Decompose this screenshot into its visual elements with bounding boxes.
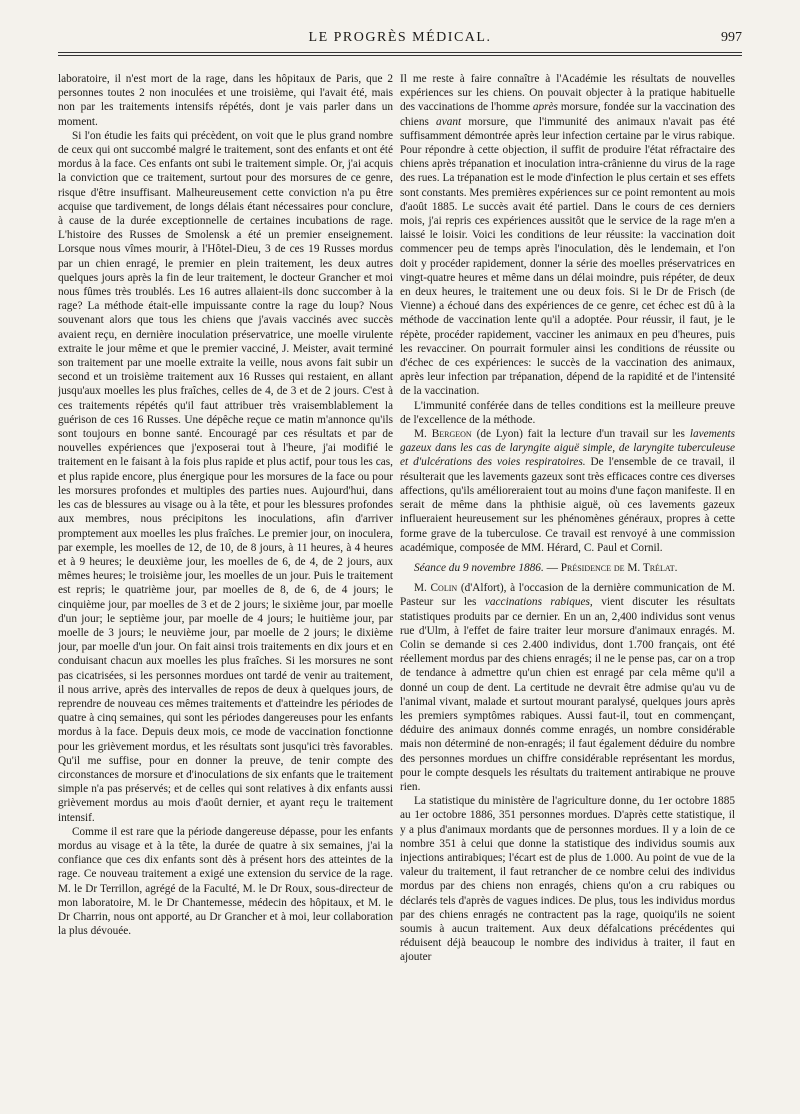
session-date: Séance du 9 novembre 1886. bbox=[414, 561, 544, 574]
running-header bbox=[58, 26, 742, 48]
text-run: morsure, que l'immunité des animaux n'avait pas été suffisamment démontrée après leur infection certaine par le virus rabique. Pour répondre à cette objection, il suffit de produire l'état réfractaire des chiens après trépanation et inoculation intra-crânienne du virus de la rage des rues. La trépanation est le mode d'infection le plus certain et ses effets sont constants. Mes premières expériences sur ce point remontent au mois d'août 1885. Le succès avait été partiel. Dans le cours de ces derniers mois, j'ai repris ces expériences aussitôt que le service de la rage m'en a laissé le loisir. Voici les conditions de leur réussite: la vaccination doit commencer peu de temps après l'inoculation, dès le lendemain, et l'on doit y procéder rapidement, donner la série des moelles préservatrices en vingt-quatre heures et même dans un délai moindre, puis répéter, de deux en deux heures, le traitement une ou deux fois. Si le Dr de Frisch (de Vienne) a échoué dans des expériences de ce genre, cet échec est dû à la méthode de vaccination lente qu'il a adoptée. Pour réussir, il faut, je le répète, procéder rapidement, vacciner les animaux en peu d'heures, puis les revacciner. On pourrait formuler ainsi les conditions de réussite ou d'échec de ces expériences: le succès de la vaccination des animaux, après leur infection par trépanation, dépend de la rapidité et de l'intensité de la vaccination. bbox=[400, 115, 735, 398]
author-name: M. Bergeon bbox=[414, 428, 472, 441]
text-run: De l'ensemble de ce travail, il résulterait que les lavements gazeux sont très efficaces contre ces diverses affections, qu'ils amélioreraient tout au moins d'une façon manifeste. Il en serait de même dans la phthisie aiguë, où ces lavements gazeux influeraient heureusement sur les phénomènes généraux, propres à cette forme grave de la tuberculose. Ce travail est renvoyé à une commission académique, composée de MM. Hérard, C. Paul et Cornil. bbox=[400, 456, 735, 554]
page-number: 997 bbox=[721, 30, 742, 45]
text-run: (d'Alfort), à l'occasion de la dernière communication de M. Pasteur sur les bbox=[400, 582, 735, 609]
emphasis: avant bbox=[436, 115, 462, 128]
paragraph: La statistique du ministère de l'agriculture donne, du 1er octobre 1885 au 1er octobre 1886, 351 personnes mordues. D'après cette statistique, il y a plus d'animaux mordants que de personnes mordues. Il y a loin de ce nombre 351 à celui que donne la statistique des individus soumis aux injections antirabiques; l'écart est de plus de 1.000. Au point de vue de la valeur du traitement, il faut retrancher de ce nombre celui des individus mordus par des chiens non enragés, chiens qu'on a cru rabiques ou déclarés tels d'après de vagues indices. De plus, tous les individus mordus par des chiens enragés ne contractent pas la rage, quoiqu'ils ne soient soumis à aucun traitement. Aux deux défalcations précédentes qui réduisent déjà beaucoup le nombre des individus à traiter, il faut en ajouter bbox=[400, 795, 735, 964]
session-heading bbox=[400, 561, 735, 575]
paragraph: Si l'on étudie les faits qui précèdent, on voit que le plus grand nombre de ceux qui ont succombé malgré le traitement, sont des enfants et ont été mordus à la face. Ces enfants ont subi le traitement simple. Or, j'ai acquis la conviction que ce traitement, surtout pour des morsures de ce genre, risque d'être insuffisant. Malheureusement cette conviction n'a pu être acquise que tardivement, de longs délais étant nécessaires pour conclure, à cause de la durée exceptionnelle de certaines incubations de rage. L'histoire des Russes de Smolensk a été un premier enseignement. Lorsque nous vîmes mourir, à l'Hôtel-Dieu, 3 de ces 19 Russes mordus par un chien enragé, le premier en plein traitement, les deux autres quelques jours après la fin de leur traitement, le docteur Grancher et moi nous fûmes très troublés. Les 16 autres allaient-ils donc succomber à la rage? La méthode était-elle impuissante contre la rage du loup? Nous souvenant alors que tous les chiens que j'avais vaccinés avec succès avaient reçu, en dernière inoculation préservatrice, une moelle virulente extraite le jour même et que le premier vacciné, J. Meister, avait terminé son traitement par une moelle extraite la veille, nous avons fait subir un second et un troisième traitement aux 16 Russes qui restaient, en allant jusqu'aux moelles les plus fraîches, celles de 4, de 3 et de 2 jours. C'est à ces traitements répétés qu'il faut attribuer très vraisemblablement la guérison de ces 16 Russes. Une dépêche reçue ce matin m'annonce qu'ils sont toujours en bonne santé. Encouragé par ces résultats et par de nouvelles expériences que j'exposerai tout à l'heure, j'ai modifié le traitement en le faisant à la fois plus rapide et plus actif, pour tous les cas, et plus rapide encore, plus énergique pour les morsures de la face ou pour les morsures profondes et multiples des parties nues. Aujourd'hui, dans les cas de blessures au visage ou à la tête, et pour les blessures profondes aux membres, nous précipitons les inoculations, afin d'arriver promptement aux moelles les plus fraîches. Le premier jour, on inoculera, par exemple, les moelles de 12, de 10, de 8 jours, à 11 heures, à 4 heures et à 9 heures; le deuxième jour, les moelles de 6, de 4, de 2 jours, aux mêmes heures; le troisième jour, les moelles de un jour. Puis le traitement est repris; le quatrième jour, par moelles de 8, de 6, de 4 jours; le cinquième jour, par moelles de 3 et de 2 jours; le sixième jour, par moelle d'un jour; le septième jour, par moelle de 4 jours; le huitième jour, par moelle de 3 jours; le neuvième jour, par moelle de 2 jours; le dixième jour, par moelle d'un jour. On fait ainsi trois traitements en dix jours et en conduisant chacun aux moelles les plus fraîches. Si les morsures ne sont pas cicatrisées, si les personnes mordues ont tardé de venir au traitement, il nous arrive, après des intervalles de repos de deux à quelques jours, de reprendre de nouveau ces mêmes traitements et d'atteindre les périodes de quatre à cinq semaines, qui sont les périodes dangereuses pour les enfants mordus à la face. Depuis deux mois, ce mode de vaccination fonctionne pour les grièvement mordus, et les résultats sont jusqu'ici très favorables. Qu'il me suffise, pour en donner la preuve, de tenir compte des circonstances de morsure et d'inoculations de six enfants que le traitement simple n'a pas préservés; et de celles qui sont relatives à dix enfants aussi grièvement mordus au mois d'août dernier, et ayant reçu le traitement intensif. bbox=[58, 129, 393, 824]
header-rule-top bbox=[58, 52, 742, 53]
emphasis: après bbox=[532, 101, 558, 114]
session-presidency: — Présidence de M. Trélat. bbox=[546, 561, 678, 574]
paragraph-pasteur-dogs bbox=[400, 72, 735, 399]
right-column bbox=[400, 72, 735, 1090]
paragraph-colin bbox=[400, 581, 735, 794]
text-run: vient discuter les résultats statistiques produits par ce dernier. En un an, 2,400 individus sont venus rue d'Ulm, à l'effet de faire traiter leur morsure d'animaux enragés. M. Colin se demande si ces 2.400 individus, dont 1.700 français, ont été réellement mordus par des chiens enragés; il ne le pense pas, car on a trop de tendance à admettre qu'un chien est enragé par cela même qu'il a donné un coup de dent. La certitude ne devrait être admise qu'au vu de l'animal vivant, malade et surtout mourant paralysé, quelques jours après les premiers symptômes rabiques. Aussi faut-il, tout en commençant, déduire des animaux donnés comme enragés, un nombre considérable mais non déterminé de non-enragés; il faut également déduire du nombre des personnes mordues un chiffre considérable représentant les mordus, pour le compte desquels les résultats du traitement antirabique ne prouve rien. bbox=[400, 596, 735, 793]
paragraph-bergeon bbox=[400, 427, 735, 555]
header-rule-bottom bbox=[58, 55, 742, 56]
paragraph: L'immunité conférée dans de telles conditions est la meilleure preuve de l'excellence de la méthode. bbox=[400, 399, 735, 426]
emphasis: lavements gazeux dans les cas de laryngite aiguë simple, de laryngite tuberculeuse et d'ulcérations des voies respiratoires. bbox=[400, 428, 735, 469]
author-name: M. Colin bbox=[414, 582, 458, 595]
text-run: Il me reste à faire connaître à l'Académie les résultats de nouvelles expériences sur les chiens. On pouvait objecter à la pratique habituelle des vaccinations de l'homme bbox=[400, 73, 735, 114]
paragraph: laboratoire, il n'est mort de la rage, dans les hôpitaux de Paris, que 2 personnes toutes 2 non inoculées et une troisième, qui l'avait été, mais non par les traitements intensifs répétés, dont je vais parler dans un moment. bbox=[58, 73, 393, 128]
journal-title: LE PROGRÈS MÉDICAL. bbox=[308, 30, 492, 45]
paragraph: Comme il est rare que la période dangereuse dépasse, pour les enfants mordus au visage et à la tête, la durée de quatre à six semaines, j'ai la confiance que ces dix enfants sont dès à présent hors des atteintes de la rage. Ce nouveau traitement a exigé une extension du service de la rage. M. le Dr Terrillon, agrégé de la Faculté, M. le Dr Roux, sous-directeur de mon laboratoire, M. le Dr Chantemesse, médecin des hôpitaux, et M. le Dr Charrin, nous ont apporté, au Dr Grancher et à moi, leur collaboration la plus dévouée. bbox=[58, 825, 393, 938]
text-run: (de Lyon) fait la lecture d'un travail sur les bbox=[476, 428, 685, 441]
text-run: morsure, fondée sur la vaccination des chiens bbox=[400, 101, 735, 128]
left-column bbox=[58, 72, 393, 1090]
emphasis: vaccinations rabiques, bbox=[484, 596, 593, 609]
